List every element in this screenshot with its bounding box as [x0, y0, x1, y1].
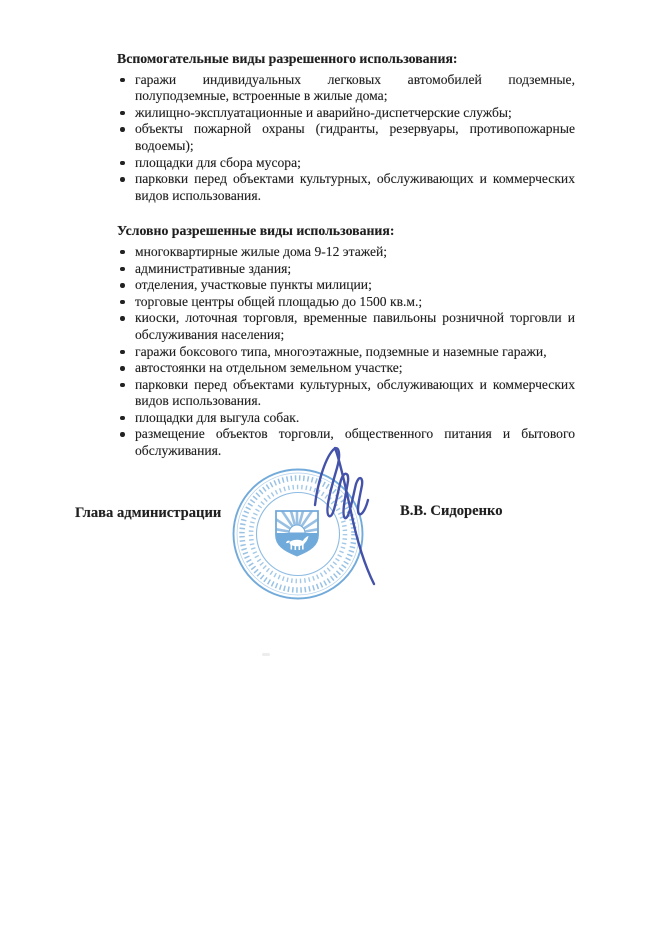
bullet-icon: [120, 78, 125, 83]
list-item: [117, 121, 575, 154]
signatory-role-label: Глава администрации: [75, 505, 222, 521]
bullet-icon: [120, 316, 125, 321]
bullet-icon: [120, 127, 125, 132]
list-item: [117, 294, 575, 311]
scan-artifact: [262, 653, 270, 656]
handwritten-signature: [315, 448, 374, 584]
list-item-text: торговые центры общей площадью до 1500 кв.м.;: [135, 293, 423, 309]
list-item-text: жилищно-эксплуатационные и аварийно-диспетчерские службы;: [135, 104, 512, 120]
section-conditional-uses: [117, 223, 575, 459]
section-heading: Вспомогательные виды разрешенного использования:: [117, 51, 458, 66]
section-auxiliary-uses: [117, 51, 575, 204]
list-item-text: площадки для сбора мусора;: [135, 154, 301, 170]
seal-shield-emblem-icon: [269, 498, 325, 557]
list-item: [117, 171, 575, 204]
list-item-text: парковки перед объектами культурных, обслуживающих и коммерческих видов использования.: [135, 376, 575, 409]
bullet-icon: [120, 383, 125, 388]
list-item-text: административные здания;: [135, 260, 292, 276]
seal-and-signature: [205, 432, 405, 612]
list-item-text: размещение объектов торговли, общественного питания и бытового обслуживания.: [135, 426, 575, 459]
list-item-text: гаражи индивидуальных легковых автомобилей подземные, полуподземные, встроенные в жилые дома;: [135, 71, 575, 104]
list-item: [117, 72, 575, 105]
list-item: [117, 410, 575, 427]
list-item: [117, 155, 575, 172]
list-item: [117, 360, 575, 377]
section-heading: Условно разрешенные виды использования:: [117, 223, 395, 239]
list-item-text: киоски, лоточная торговля, временные павильоны розничной торговли и обслуживания населения;: [135, 310, 575, 342]
list-item-text: площадки для выгула собак.: [135, 409, 300, 425]
list-item: [117, 244, 575, 261]
list-item-text: парковки перед объектами культурных, обслуживающих и коммерческих видов использования.: [135, 171, 575, 203]
list-item: [117, 277, 575, 294]
bullet-icon: [120, 432, 125, 437]
bullet-icon: [120, 250, 125, 255]
bullet-icon: [120, 283, 125, 288]
list-item: [117, 344, 575, 361]
list-item: [117, 377, 575, 410]
list-item: [117, 261, 575, 278]
bullet-list: [117, 72, 575, 205]
list-item-text: отделения, участковые пункты милиции;: [135, 277, 372, 293]
bullet-icon: [120, 111, 125, 116]
list-item-text: многоквартирные жилые дома 9-12 этажей;: [135, 243, 388, 259]
bullet-icon: [120, 300, 125, 305]
signatory-name-label: В.В. Сидоренко: [400, 503, 503, 519]
bullet-icon: [120, 161, 125, 166]
bullet-icon: [120, 366, 125, 371]
document-body: [117, 51, 575, 460]
list-item-text: объекты пожарной охраны (гидранты, резервуары, противопожарные водоемы);: [135, 121, 575, 153]
official-seal-icon: [234, 470, 363, 599]
list-item: [117, 310, 575, 343]
bullet-icon: [120, 267, 125, 272]
bullet-icon: [120, 350, 125, 355]
list-item: [117, 105, 575, 122]
bullet-icon: [120, 416, 125, 421]
bullet-list: [117, 244, 575, 460]
bullet-icon: [120, 177, 125, 182]
list-item-text: гаражи боксового типа, многоэтажные, подземные и наземные гаражи,: [135, 343, 547, 359]
list-item-text: автостоянки на отдельном земельном участке;: [135, 360, 403, 376]
